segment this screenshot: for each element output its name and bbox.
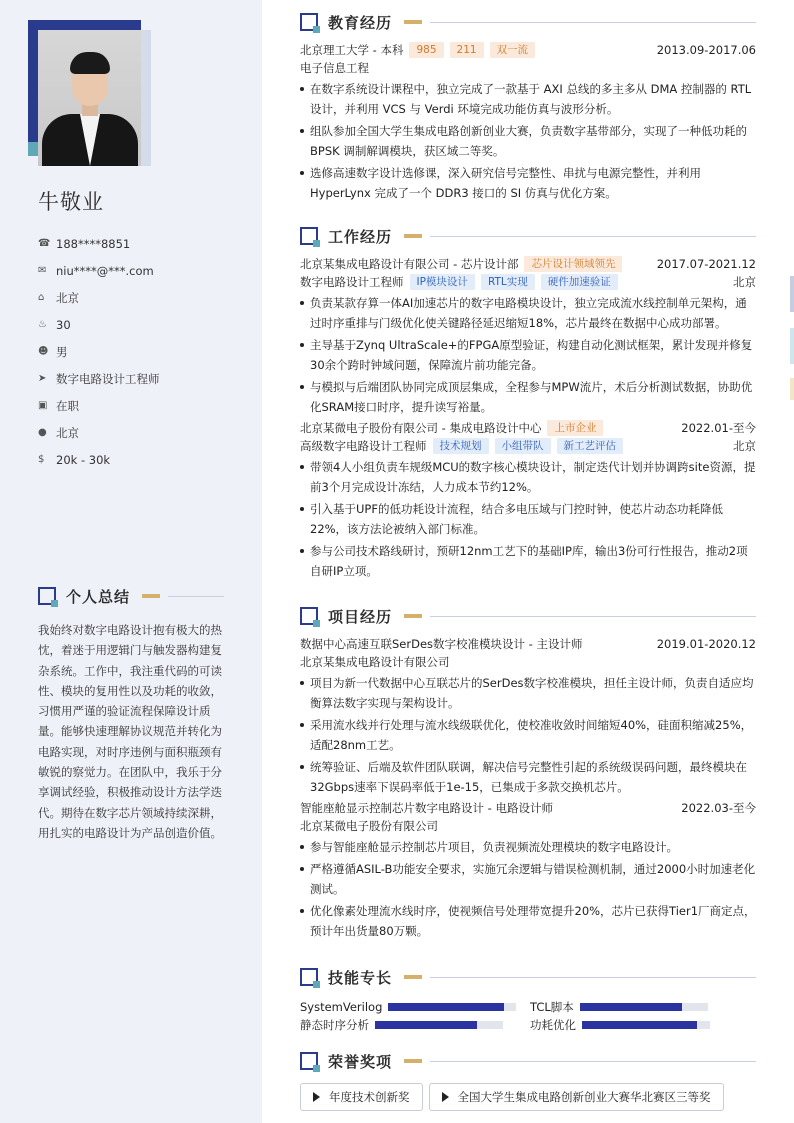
company-name: 北京某微电子股份有限公司 - 集成电路设计中心 bbox=[300, 421, 542, 435]
section-accent-bar bbox=[404, 20, 422, 24]
play-icon bbox=[442, 1092, 449, 1102]
info-phone bbox=[38, 230, 160, 257]
list-item: 主导基于Zynq UltraScale+的FPGA原型验证，构建自动化测试框架，累计发现并修复30余个跨时钟域问题，保障流片前功能完备。 bbox=[300, 335, 756, 375]
section-header bbox=[300, 1051, 756, 1071]
list-item: 带领4人小组负责车规级MCU的数字核心模块设计，制定迭代计划并协调跨site资源，提前3个月完成设计冻结，人力成本节约12%。 bbox=[300, 457, 756, 497]
section-divider bbox=[430, 236, 756, 237]
skill-bar bbox=[582, 1021, 710, 1029]
skill-bar-fill bbox=[580, 1003, 682, 1011]
list-item: 采用流水线并行处理与流水线级联优化，使校准收敛时间缩短40%，硅面积缩减25%，适配28nm工艺。 bbox=[300, 715, 756, 755]
skill-name: TCL脚本 bbox=[530, 1000, 574, 1014]
info-text: 北京 bbox=[56, 425, 79, 440]
list-item: 组队参加全国大学生集成电路创新创业大赛，负责数字基带部分，实现了一种低功耗的 BPSK 调制解调模块，获区域二等奖。 bbox=[300, 121, 756, 161]
job-date: 2017.07-2021.12 bbox=[656, 257, 756, 271]
award-label: 年度技术创新奖 bbox=[329, 1090, 410, 1104]
section-square-icon bbox=[300, 1052, 318, 1070]
skills-grid bbox=[300, 999, 756, 1033]
info-age bbox=[38, 311, 160, 338]
section-header bbox=[300, 12, 756, 32]
age-icon: ♨ bbox=[38, 319, 47, 330]
phone-icon: ☎ bbox=[38, 238, 51, 249]
list-item: 优化像素处理流水线时序，使视频信号处理带宽提升20%，芯片已获得Tier1厂商定点，预计年出货量80万颗。 bbox=[300, 901, 756, 941]
skill-tag: 新工艺评估 bbox=[557, 438, 624, 454]
section-title: 技能专长 bbox=[328, 968, 393, 987]
list-item: 参与智能座舱显示控制芯片项目，负责视频流处理模块的数字电路设计。 bbox=[300, 837, 756, 857]
section-header bbox=[300, 606, 756, 626]
info-email bbox=[38, 257, 160, 284]
award-item bbox=[300, 1083, 423, 1111]
info-salary bbox=[38, 446, 160, 473]
info-text: 20k - 30k bbox=[56, 452, 111, 467]
job-role-row bbox=[300, 437, 756, 455]
section-square-icon bbox=[300, 607, 318, 625]
section-header bbox=[300, 226, 756, 246]
job-bullets bbox=[300, 457, 756, 581]
mail-icon: ✉ bbox=[38, 265, 47, 276]
section-accent-bar bbox=[404, 975, 422, 979]
education-bullets bbox=[300, 79, 756, 203]
major: 电子信息工程 bbox=[300, 61, 369, 75]
section-divider bbox=[430, 616, 756, 617]
section-divider bbox=[430, 22, 756, 23]
section-divider bbox=[430, 1061, 756, 1062]
section-header bbox=[300, 967, 756, 987]
skill-bar-fill bbox=[375, 1021, 477, 1029]
job-role-row bbox=[300, 273, 756, 291]
section-square-icon bbox=[300, 968, 318, 986]
skill-bar bbox=[580, 1003, 708, 1011]
skill-item bbox=[300, 999, 530, 1015]
section-divider bbox=[168, 596, 224, 597]
job-city: 北京 bbox=[733, 439, 756, 453]
skill-bar-fill bbox=[582, 1021, 697, 1029]
summary-section bbox=[38, 586, 224, 843]
job-header-row bbox=[300, 255, 756, 273]
skill-item bbox=[530, 999, 756, 1015]
home-icon: ⌂ bbox=[38, 292, 45, 303]
list-item: 选修高速数字设计选修课，深入研究信号完整性、串扰与电源完整性，并利用 HyperLynx 完成了一个 DDR3 接口的 SI 仿真与优化方案。 bbox=[300, 163, 756, 203]
salary-icon: $ bbox=[38, 454, 45, 465]
list-item: 在数字系统设计课程中，独立完成了一款基于 AXI 总线的多主多从 DMA 控制器的 RTL 设计，并利用 VCS 与 Verdi 环境完成功能仿真与波形分析。 bbox=[300, 79, 756, 119]
job-city: 北京 bbox=[733, 275, 756, 289]
list-item: 负责某款存算一体AI加速芯片的数字电路模块设计，独立完成流水线控制单元架构，通过时序重排与门级优化使关键路径延迟缩短18%，芯片最终在数据中心成功部署。 bbox=[300, 293, 756, 333]
project-company-row bbox=[300, 817, 756, 835]
section-square-icon bbox=[38, 587, 56, 605]
skill-tag: 技术规划 bbox=[433, 438, 489, 454]
project-header-row bbox=[300, 635, 756, 653]
company-name: 北京某集成电路设计有限公司 - 芯片设计部 bbox=[300, 257, 519, 271]
projects-section bbox=[300, 606, 756, 941]
info-position bbox=[38, 365, 160, 392]
project-company: 北京某微电子股份有限公司 bbox=[300, 819, 438, 833]
project-name: 智能座舱显示控制芯片数字电路设计 - 电路设计师 bbox=[300, 801, 553, 815]
contact-info-list bbox=[38, 230, 160, 473]
info-status bbox=[38, 392, 160, 419]
section-title: 荣誉奖项 bbox=[328, 1052, 393, 1071]
skill-name: 功耗优化 bbox=[530, 1018, 576, 1032]
awards-section bbox=[300, 1051, 756, 1111]
skill-tag: 硬件加速验证 bbox=[541, 274, 618, 290]
section-square-icon bbox=[300, 13, 318, 31]
education-date: 2013.09-2017.06 bbox=[656, 43, 756, 57]
skill-bar-fill bbox=[388, 1003, 503, 1011]
school-name: 北京理工大学 - 本科 bbox=[300, 43, 404, 57]
gender-icon: ☻ bbox=[38, 346, 49, 357]
project-name: 数据中心高速互联SerDes数字校准模块设计 - 主设计师 bbox=[300, 637, 583, 651]
section-title: 项目经历 bbox=[328, 607, 393, 626]
school-tag: 985 bbox=[409, 42, 443, 58]
section-accent-bar bbox=[404, 234, 422, 238]
education-section bbox=[300, 12, 756, 203]
section-accent-bar bbox=[142, 594, 160, 598]
skill-name: 静态时序分析 bbox=[300, 1018, 369, 1032]
skill-tag: 小组带队 bbox=[495, 438, 551, 454]
job-role: 高级数字电路设计工程师 bbox=[300, 439, 427, 453]
job-header-row bbox=[300, 419, 756, 437]
job-bullets bbox=[300, 293, 756, 417]
list-item: 与模拟与后端团队协同完成顶层集成，全程参与MPW流片，术后分析测试数据，协助优化SRAM接口时序，提升读写裕量。 bbox=[300, 377, 756, 417]
sidebar bbox=[0, 0, 262, 1123]
skill-item bbox=[530, 1017, 756, 1033]
skills-section bbox=[300, 967, 756, 1033]
info-text: 北京 bbox=[56, 290, 79, 305]
info-gender bbox=[38, 338, 160, 365]
company-tag: 芯片设计领域领先 bbox=[524, 256, 622, 272]
position-icon: ➤ bbox=[38, 373, 47, 384]
job-role: 数字电路设计工程师 bbox=[300, 275, 404, 289]
list-item: 参与公司技术路线研讨，预研12nm工艺下的基础IP库，输出3份可行性报告，推动2项自研IP立项。 bbox=[300, 541, 756, 581]
project-date: 2019.01-2020.12 bbox=[656, 637, 756, 651]
section-divider bbox=[430, 977, 756, 978]
work-section bbox=[300, 226, 756, 581]
section-square-icon bbox=[300, 227, 318, 245]
education-header-row bbox=[300, 41, 756, 59]
project-date: 2022.03-至今 bbox=[681, 801, 756, 815]
awards-list bbox=[300, 1083, 756, 1111]
play-icon bbox=[313, 1092, 320, 1102]
school-tag: 双一流 bbox=[490, 42, 536, 58]
info-text: 188****8851 bbox=[56, 236, 131, 251]
summary-text: 我始终对数字电路设计抱有极大的热忱，着迷于用逻辑门与触发器构建复杂系统。工作中，我注重代码的可读性、模块的复用性以及功耗的收敛，习惯用严谨的验证流程保障设计质量。能够快速理解协议规范并转化为电路实现，对时序违例与面积瓶颈有敏锐的察觉力。在团队中，我乐于分享调试经验，积极推动设计方法学迭代。期待在数字芯片领域持续深耕，用扎实的电路设计为产品创造价值。 bbox=[38, 623, 222, 840]
project-company-row bbox=[300, 653, 756, 671]
section-title: 教育经历 bbox=[328, 13, 393, 32]
avatar bbox=[38, 30, 141, 166]
info-text: 30 bbox=[56, 317, 71, 332]
school-tag: 211 bbox=[450, 42, 484, 58]
skill-bar bbox=[388, 1003, 516, 1011]
info-text: niu****@***.com bbox=[56, 263, 154, 278]
avatar-frame bbox=[28, 20, 152, 166]
section-title: 工作经历 bbox=[328, 227, 393, 246]
info-location bbox=[38, 419, 160, 446]
list-item: 统筹验证、后端及软件团队联调，解决信号完整性引起的系统级误码问题，最终模块在32Gbps速率下误码率低于1e-15，已集成于多款交换机芯片。 bbox=[300, 757, 756, 797]
project-header-row bbox=[300, 799, 756, 817]
list-item: 引入基于UPF的低功耗设计流程，结合多电压域与门控时钟，使芯片动态功耗降低22%，该方法论被纳入部门标准。 bbox=[300, 499, 756, 539]
skill-bar bbox=[375, 1021, 503, 1029]
info-text: 男 bbox=[56, 344, 68, 359]
info-text: 在职 bbox=[56, 398, 79, 413]
major-row bbox=[300, 59, 756, 77]
skill-name: SystemVerilog bbox=[300, 1000, 383, 1014]
project-bullets bbox=[300, 673, 756, 797]
section-accent-bar bbox=[404, 614, 422, 618]
skill-tag: IP模块设计 bbox=[410, 274, 475, 290]
award-item bbox=[429, 1083, 724, 1111]
edge-strip-decoration bbox=[790, 328, 794, 364]
job-date: 2022.01-至今 bbox=[681, 421, 756, 435]
location-icon: ● bbox=[38, 427, 47, 438]
edge-strip-decoration bbox=[790, 378, 794, 400]
candidate-name: 牛敬业 bbox=[38, 190, 104, 214]
project-company: 北京某集成电路设计有限公司 bbox=[300, 655, 450, 669]
info-text: 数字电路设计工程师 bbox=[56, 371, 160, 386]
company-tag: 上市企业 bbox=[547, 420, 603, 436]
edge-strip-decoration bbox=[790, 276, 794, 312]
skill-tag: RTL实现 bbox=[481, 274, 535, 290]
list-item: 严格遵循ASIL-B功能安全要求，实施冗余逻辑与错误检测机制，通过2000小时加速老化测试。 bbox=[300, 859, 756, 899]
list-item: 项目为新一代数据中心互联芯片的SerDes数字校准模块，担任主设计师，负责自适应均衡算法数字实现与架构设计。 bbox=[300, 673, 756, 713]
section-title: 个人总结 bbox=[66, 587, 131, 606]
status-icon: ▣ bbox=[38, 400, 48, 411]
project-bullets bbox=[300, 837, 756, 941]
section-header bbox=[38, 586, 224, 606]
skill-item bbox=[300, 1017, 530, 1033]
section-accent-bar bbox=[404, 1059, 422, 1063]
info-hometown bbox=[38, 284, 160, 311]
award-label: 全国大学生集成电路创新创业大赛华北赛区三等奖 bbox=[457, 1090, 711, 1104]
